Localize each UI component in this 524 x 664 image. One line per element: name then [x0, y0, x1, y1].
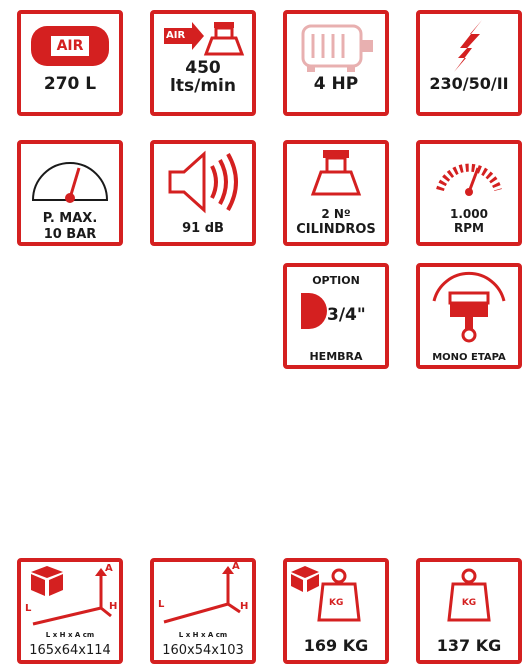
outlet-tile — [283, 263, 389, 369]
cylinders-count: 2 Nº — [321, 207, 351, 221]
weight-tile — [416, 558, 522, 664]
box-dimensions-tile — [17, 558, 123, 664]
rpm-value: 1.000 — [450, 207, 488, 221]
air-tank-icon — [21, 14, 119, 112]
stage-tile — [416, 263, 522, 369]
outlet-size: 3/4" — [327, 305, 366, 325]
rpm-label: RPM — [454, 221, 484, 235]
dimensions-tile — [150, 558, 256, 664]
dim-axis-a: A — [232, 561, 240, 572]
box-weight-tile — [283, 558, 389, 664]
box-weight-unit: KG — [329, 598, 344, 608]
max-pressure-line2: 10 BAR — [43, 227, 97, 242]
cylinders-tile — [283, 140, 389, 246]
box-dimensions-caption: L x H x A cm — [45, 631, 95, 639]
air-flow-unit: lts/min — [170, 76, 236, 96]
motor-icon — [287, 14, 385, 112]
dim-axis-h: H — [240, 601, 249, 612]
outlet-option-label: OPTION — [312, 274, 360, 287]
voltage-tile — [416, 10, 522, 116]
weight-unit: KG — [461, 598, 477, 608]
voltage-label: 230/50/II — [429, 74, 509, 93]
air-flow-badge: AIR — [166, 30, 186, 41]
box-axis-a: A — [105, 563, 113, 574]
power-tile — [283, 10, 389, 116]
lightning-icon — [420, 14, 518, 112]
power-label: 4 HP — [313, 74, 359, 94]
air-flow-value: 450 — [185, 58, 221, 78]
rpm-tile — [416, 140, 522, 246]
box-weight-value: 169 KG — [303, 636, 369, 655]
tank-capacity-label: 270 L — [43, 74, 97, 94]
box-axis-h: H — [109, 601, 118, 612]
dim-axis-l: L — [158, 599, 165, 610]
stage-label: MONO ETAPA — [432, 352, 506, 363]
dimensions-value: 160x54x103 — [162, 643, 244, 658]
piston-icon — [420, 267, 518, 365]
air-flow-tile — [150, 10, 256, 116]
max-pressure-tile — [17, 140, 123, 246]
noise-label: 91 dB — [182, 221, 224, 236]
box-dimensions-value: 165x64x114 — [29, 643, 111, 658]
tank-badge: AIR — [56, 38, 84, 54]
dimensions-caption: L x H x A cm — [178, 631, 228, 639]
noise-tile — [150, 140, 256, 246]
max-pressure-line1: P. MAX. — [42, 211, 98, 226]
box-axis-l: L — [25, 603, 32, 614]
tank-capacity-tile — [17, 10, 123, 116]
cylinders-label: CILINDROS — [296, 222, 376, 237]
outlet-type: HEMBRA — [309, 350, 363, 363]
weight-value: 137 KG — [436, 636, 502, 655]
